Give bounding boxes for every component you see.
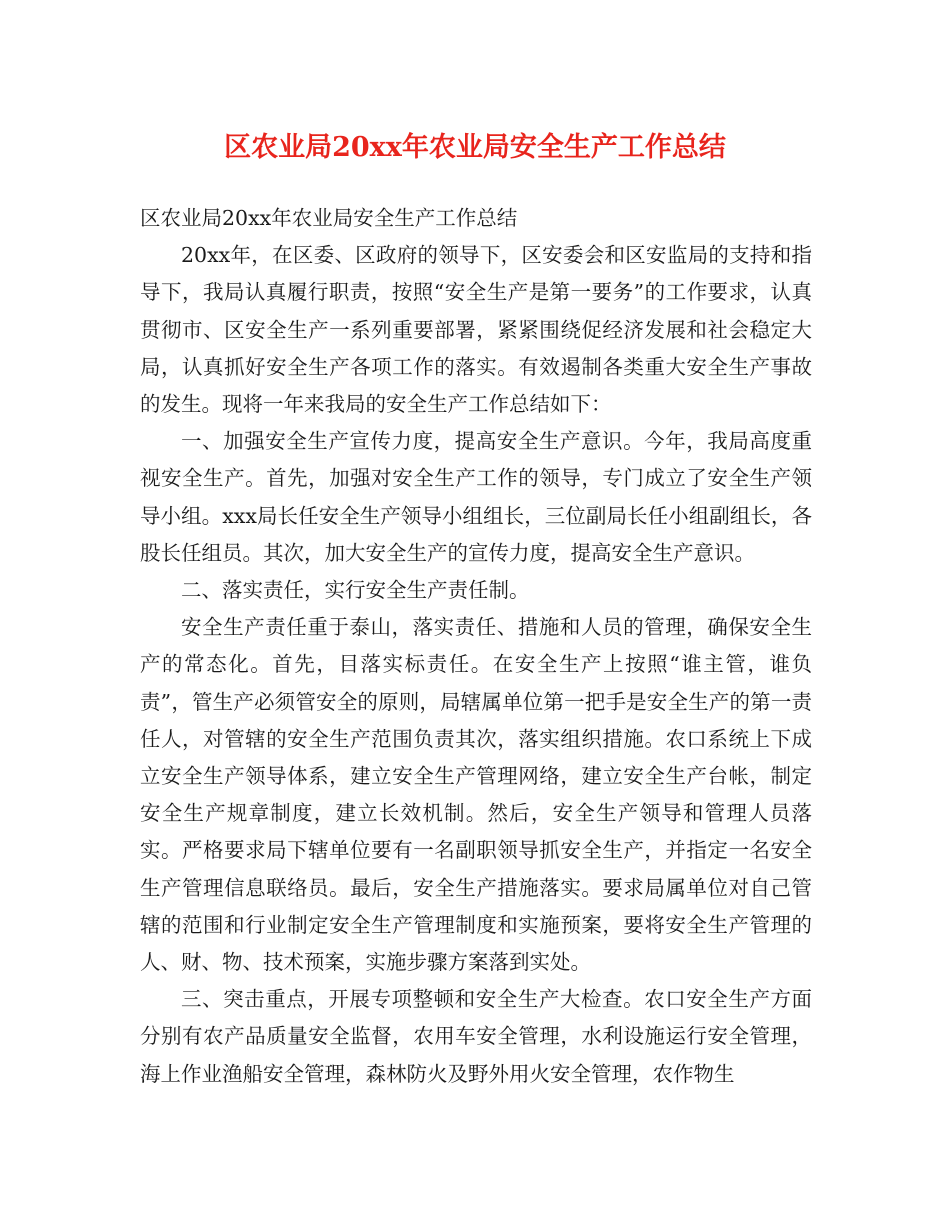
paragraph: 区农业局20xx年农业局安全生产工作总结 (140, 206, 518, 230)
paragraph: 安全生产责任重于泰山，落实责任、措施和人员的管理，确保安全生产的常态化。首先，目落实标责任。在安全生产上按照“谁主管，谁负责”，管生产必须管安全的原则，局辖属单位第一把手是安全生产的第一责任人，对管辖的安全生产范围负责其次，落实组织措施。农口系统上下成立安全生产领导体系，建立安全生产管理网络，建立安全生产台帐，制定安全生产规章制度，建立长效机制。然后，安全生产领导和管理人员落实。严格要求局下辖单位要有一名副职领导抓安全生产，并指定一名安全生产管理信息联络员。最后，安全生产措施落实。要求局属单位对自己管辖的范围和行业制定安全生产管理制度和实施预案，要将安全生产管理的人、财、物、技术预案，实施步骤方案落到实处。 (140, 615, 812, 975)
document-title: 区农业局20xx年农业局安全生产工作总结 (224, 132, 726, 163)
paragraph: 二、落实责任，实行安全生产责任制。 (181, 578, 530, 603)
paragraph: 三、突击重点，开展专项整顿和安全生产大检查。农口安全生产方面分别有农产品质量安全监督，农用车安全管理，水利设施运行安全管理，海上作业渔船安全管理，森林防火及野外用火安全管理，农作物生 (140, 987, 812, 1086)
paragraph: 一、加强安全生产宣传力度，提高安全生产意识。今年，我局高度重视安全生产。首先，加强对安全生产工作的领导，专门成立了安全生产领导小组。xxx局长任安全生产领导小组组长，三位副局长任小组副组长，各股长任组员。其次，加大安全生产的宣传力度，提高安全生产意识。 (140, 429, 812, 565)
paragraph: 20xx年，在区委、区政府的领导下，区安委会和区安监局的支持和指导下，我局认真履行职责，按照“安全生产是第一要务”的工作要求，认真贯彻市、区安全生产一系列重要部署，紧紧围绕促经济发展和社会稳定大局，认真抓好安全生产各项工作的落实。有效遏制各类重大安全生产事故的发生。现将一年来我局的安全生产工作总结如下： (140, 243, 812, 417)
document-body (140, 200, 812, 1093)
